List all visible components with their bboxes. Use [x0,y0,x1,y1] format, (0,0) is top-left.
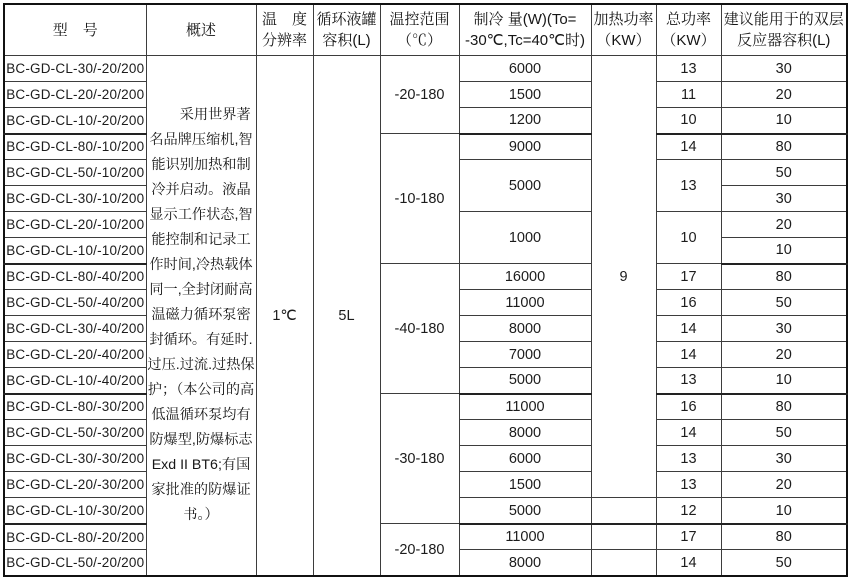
total-power-cell: 17 [656,264,721,290]
reactor-volume-cell: 20 [721,342,847,368]
table-row [4,134,847,160]
total-power-cell: 10 [656,108,721,134]
reactor-volume-cell: 20 [721,212,847,238]
model-cell: BC-GD-CL-30/-10/200 [4,186,146,212]
model-cell: BC-GD-CL-10/-30/200 [4,498,146,524]
header-range-line1: 温控范围 [389,11,450,29]
reactor-volume-cell: 50 [721,550,847,576]
total-power-cell: 14 [656,316,721,342]
temp-range-cell: -20-180 [380,56,459,134]
reactor-volume-cell: 30 [721,186,847,212]
model-cell: BC-GD-CL-10/-20/200 [4,108,146,134]
header-reactor-line1: 建议能用于的双层 [723,11,844,29]
reactor-volume-cell: 10 [721,238,847,264]
temp-range-cell: -20-180 [380,524,459,576]
header-reactor-line2: 反应器容积(L) [737,32,831,50]
header-tank-line1: 循环液罐 [316,11,377,29]
reactor-volume-cell: 10 [721,368,847,394]
overview-cell: 采用世界著名品牌压缩机,智能识别加热和制冷并启动。液晶显示工作状态,智能控制和记录工作时间,冷热载体同一,全封闭耐高温磁力循环泵密封循环。有延时.过压.过流.过热保护；（本公司的高低温循环泵均有 防爆型,防爆标志Exd II BT6;有国家批准的防爆证书。） [146,56,256,576]
header-cooling [459,4,591,56]
resolution-cell: 1℃ [256,56,313,576]
table-row [4,56,847,82]
cooling-cell: 6000 [459,446,591,472]
reactor-volume-cell: 10 [721,108,847,134]
model-cell: BC-GD-CL-50/-30/200 [4,420,146,446]
table-row [4,264,847,290]
cooling-cell: 11000 [459,524,591,550]
temp-range-cell: -40-180 [380,264,459,394]
table-row [4,394,847,420]
tank-volume-cell: 5L [313,56,380,576]
header-resolution [256,4,313,56]
heating-power-cell-empty [591,498,656,524]
cooling-cell: 5000 [459,368,591,394]
model-cell: BC-GD-CL-10/-40/200 [4,368,146,394]
table-row [4,524,847,550]
reactor-volume-cell: 30 [721,446,847,472]
reactor-volume-cell: 10 [721,498,847,524]
cooling-cell: 8000 [459,550,591,576]
reactor-volume-cell: 80 [721,394,847,420]
total-power-cell: 11 [656,82,721,108]
total-power-cell: 14 [656,342,721,368]
cooling-cell: 1000 [459,212,591,264]
total-power-cell: 16 [656,394,721,420]
model-cell: BC-GD-CL-30/-20/200 [4,56,146,82]
reactor-volume-cell: 50 [721,420,847,446]
reactor-volume-cell: 50 [721,290,847,316]
header-reactor [721,4,847,56]
header-heating [591,4,656,56]
model-cell: BC-GD-CL-30/-40/200 [4,316,146,342]
header-resolution-line1: 温 度 [261,11,307,29]
cooling-cell: 1500 [459,82,591,108]
total-power-cell: 13 [656,472,721,498]
header-total [656,4,721,56]
header-total-line2: （KW） [661,32,716,50]
total-power-cell: 16 [656,290,721,316]
total-power-cell: 17 [656,524,721,550]
cooling-cell: 1200 [459,108,591,134]
header-total-line1: 总功率 [665,11,711,29]
model-cell: BC-GD-CL-20/-10/200 [4,212,146,238]
total-power-cell: 13 [656,368,721,394]
total-power-cell: 10 [656,212,721,264]
model-cell: BC-GD-CL-10/-10/200 [4,238,146,264]
model-cell: BC-GD-CL-20/-30/200 [4,472,146,498]
total-power-cell: 14 [656,420,721,446]
cooling-cell: 5000 [459,160,591,212]
cooling-cell: 11000 [459,290,591,316]
total-power-cell: 14 [656,550,721,576]
header-cooling-line1: 制冷 量(W)(To= [473,11,577,29]
reactor-volume-cell: 80 [721,524,847,550]
reactor-volume-cell: 30 [721,316,847,342]
cooling-cell: 8000 [459,420,591,446]
total-power-cell: 13 [656,446,721,472]
heating-power-cell: 9 [591,56,656,498]
header-heating-line2: （KW） [596,32,651,50]
header-range-line2: （℃） [396,32,442,50]
reactor-volume-cell: 20 [721,82,847,108]
cooling-cell: 7000 [459,342,591,368]
header-row [4,4,847,56]
total-power-cell: 13 [656,56,721,82]
header-heating-line1: 加热功率 [593,11,654,29]
model-cell: BC-GD-CL-80/-30/200 [4,394,146,420]
cooling-cell: 6000 [459,56,591,82]
model-cell: BC-GD-CL-50/-40/200 [4,290,146,316]
model-cell: BC-GD-CL-20/-40/200 [4,342,146,368]
temp-range-cell: -10-180 [380,134,459,264]
cooling-cell: 8000 [459,316,591,342]
cooling-cell: 11000 [459,394,591,420]
reactor-volume-cell: 20 [721,472,847,498]
model-cell: BC-GD-CL-50/-10/200 [4,160,146,186]
model-cell: BC-GD-CL-50/-20/200 [4,550,146,576]
reactor-volume-cell: 80 [721,264,847,290]
spec-table [3,3,848,577]
total-power-cell: 12 [656,498,721,524]
model-cell: BC-GD-CL-80/-20/200 [4,524,146,550]
header-range [380,4,459,56]
model-cell: BC-GD-CL-80/-40/200 [4,264,146,290]
total-power-cell: 13 [656,160,721,212]
header-overview: 概述 [146,4,256,56]
cooling-cell: 16000 [459,264,591,290]
heating-power-cell-empty [591,524,656,550]
header-tank-line2: 容积(L) [322,32,371,50]
total-power-cell: 14 [656,134,721,160]
reactor-volume-cell: 50 [721,160,847,186]
model-cell: BC-GD-CL-80/-10/200 [4,134,146,160]
header-model: 型 号 [4,4,146,56]
cooling-cell: 9000 [459,134,591,160]
cooling-cell: 1500 [459,472,591,498]
model-cell: BC-GD-CL-20/-20/200 [4,82,146,108]
temp-range-cell: -30-180 [380,394,459,524]
model-cell: BC-GD-CL-30/-30/200 [4,446,146,472]
header-tank [313,4,380,56]
header-cooling-line2: -30℃,Tc=40℃时) [465,32,585,50]
reactor-volume-cell: 30 [721,56,847,82]
reactor-volume-cell: 80 [721,134,847,160]
header-resolution-line2: 分辨率 [261,32,307,50]
cooling-cell: 5000 [459,498,591,524]
heating-power-cell-empty [591,550,656,576]
